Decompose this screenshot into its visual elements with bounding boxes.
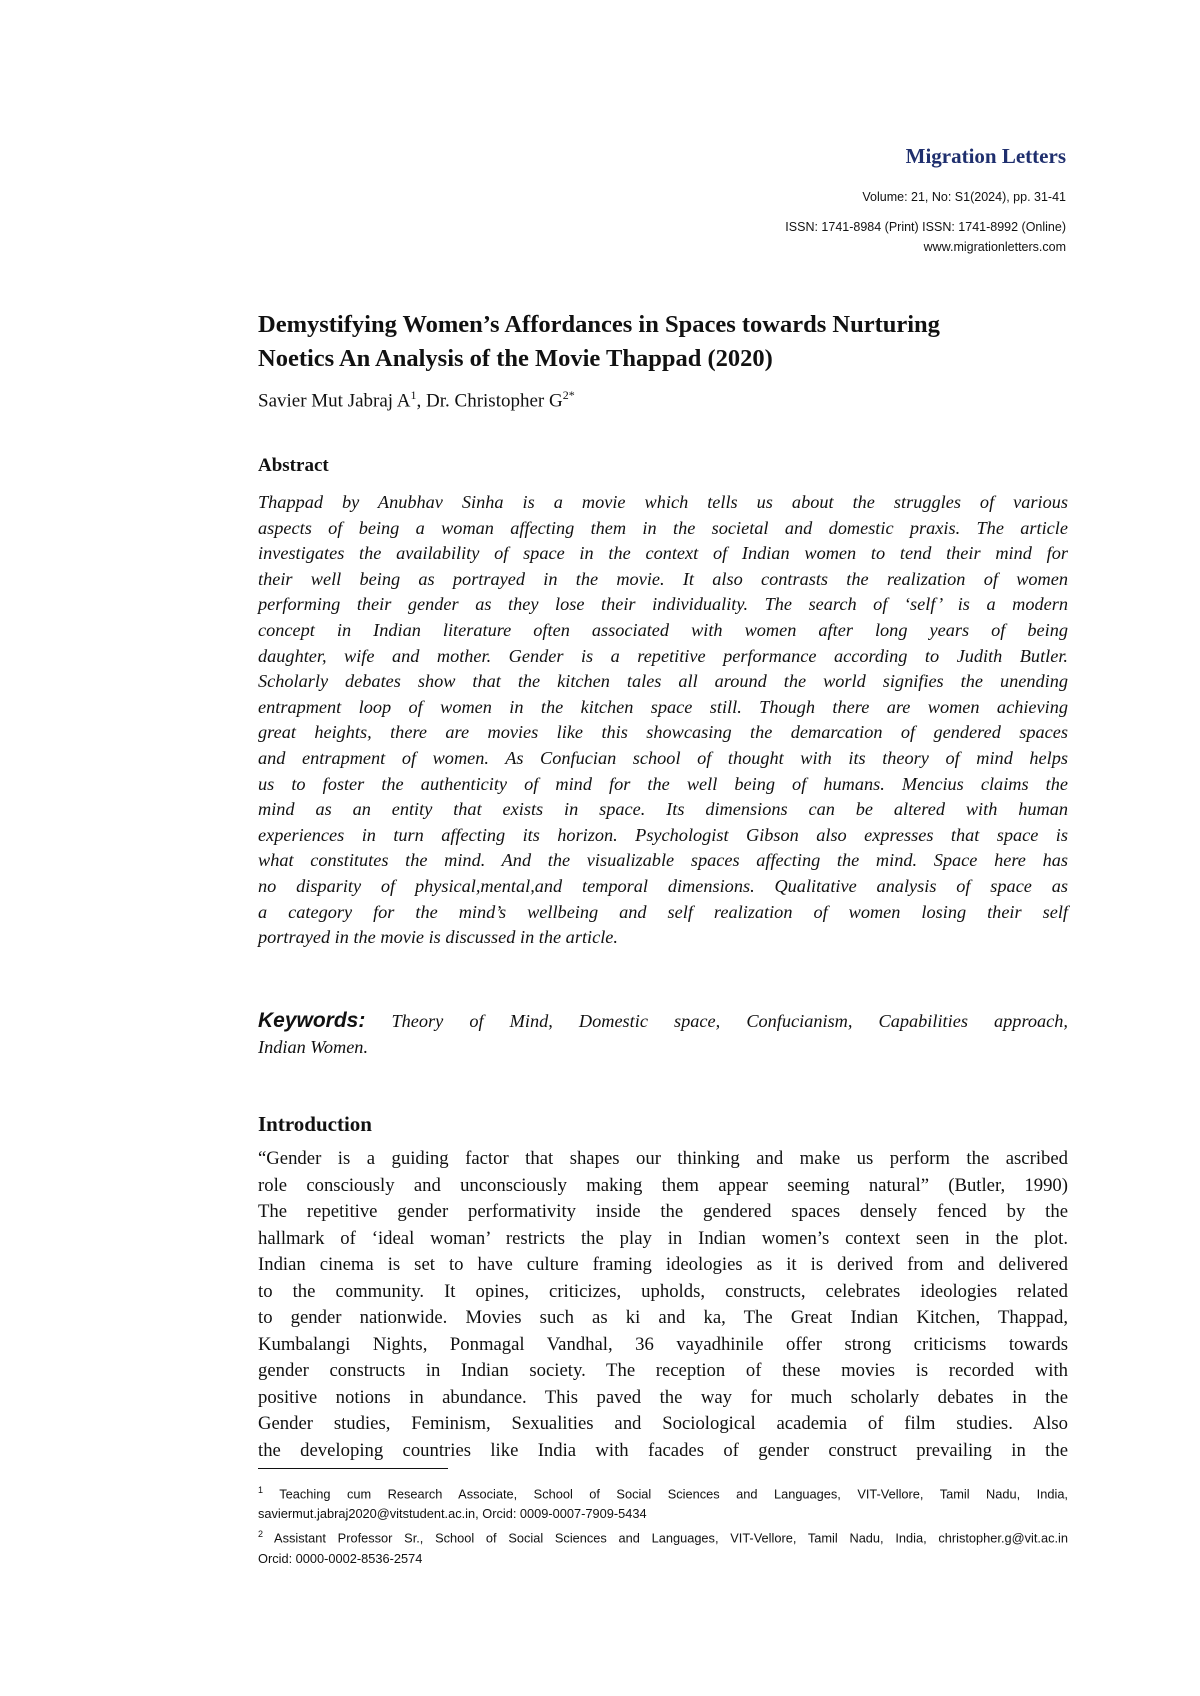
keywords-section xyxy=(258,1008,1068,1060)
intro-line: Gender studies, Feminism, Sexualities and Sociological academia of film studies. Also xyxy=(258,1413,1068,1434)
intro-line: to the community. It opines, criticizes, upholds, constructs, celebrates ideologies related xyxy=(258,1280,1068,1302)
abstract-line: a category for the mind’s wellbeing and self realization of women losing their self xyxy=(258,901,1068,922)
author-separator: , xyxy=(416,390,427,412)
abstract-line: Scholarly debates show that the kitchen tales all around the world signifies the unending xyxy=(258,671,1068,692)
affiliation-mark: 2* xyxy=(562,388,575,402)
abstract-line: concept in Indian literature often associated with women after long years of being xyxy=(258,619,1068,640)
intro-line: role consciously and unconsciously making them appear seeming natural” (Butler, 1990) xyxy=(258,1174,1068,1196)
footnotes xyxy=(258,1480,1068,1569)
journal-website[interactable]: www.migrationletters.com xyxy=(923,240,1066,254)
keywords-text: Theory of Mind, Domestic space, Confucianism, Capabilities approach, xyxy=(391,1011,1068,1031)
abstract-line: us to foster the authenticity of mind for the well being of humans. Mencius claims the xyxy=(258,773,1068,794)
abstract-line: entrapment loop of women in the kitchen space still. Though there are women achieving xyxy=(258,696,1068,717)
abstract-line: daughter, wife and mother. Gender is a repetitive performance according to Judith Butler. xyxy=(258,645,1068,666)
intro-line: “Gender is a guiding factor that shapes our thinking and make us perform the ascribed xyxy=(258,1148,1068,1169)
intro-line: positive notions in abundance. This paved the way for much scholarly debates in the xyxy=(258,1386,1068,1408)
abstract-line: investigates the availability of space in the context of Indian women to tend their mind for xyxy=(258,543,1068,564)
journal-title: Migration Letters xyxy=(905,144,1066,168)
journal-header xyxy=(906,146,1066,167)
abstract-line: and entrapment of women. As Confucian school of thought with its theory of mind helps xyxy=(258,747,1068,768)
keywords-line: Indian Women. xyxy=(258,1037,369,1057)
footnote-line: Orcid: 0000-0002-8536-2574 xyxy=(258,1550,423,1566)
footnote-line xyxy=(258,1524,1068,1548)
abstract-line: performing their gender as they lose their individuality. The search of ‘self’ is a modern xyxy=(258,594,1068,615)
keywords-line xyxy=(258,1008,1068,1034)
author-list xyxy=(258,388,575,412)
abstract-line: portrayed in the movie is discussed in the article. xyxy=(258,927,618,948)
abstract-heading: Abstract xyxy=(258,455,329,476)
title-line: Noetics An Analysis of the Movie Thappad (2020) xyxy=(258,345,773,372)
footnote-line: saviermut.jabraj2020@vitstudent.ac.in, Orcid: 0009-0007-7909-5434 xyxy=(258,1506,647,1522)
keywords-label: Keywords: xyxy=(258,1009,366,1032)
intro-line: hallmark of ‘ideal woman’ restricts the play in Indian women’s context seen in the plot. xyxy=(258,1227,1068,1249)
abstract-line: their well being as portrayed in the movie. It also contrasts the realization of women xyxy=(258,568,1068,589)
volume-info: Volume: 21, No: S1(2024), pp. 31-41 xyxy=(862,190,1066,204)
intro-line: gender constructs in Indian society. The reception of these movies is recorded with xyxy=(258,1360,1068,1381)
intro-line: Indian cinema is set to have culture framing ideologies as it is derived from and delivered xyxy=(258,1254,1068,1275)
introduction-heading: Introduction xyxy=(258,1112,372,1136)
abstract-line: no disparity of physical,mental,and temporal dimensions. Qualitative analysis of space as xyxy=(258,875,1068,896)
abstract-line: Thappad by Anubhav Sinha is a movie which tells us about the struggles of various xyxy=(258,492,1068,512)
footnote-text: Teaching cum Research Associate, School of Social Sciences and Languages, VIT-Vellore, Tamil Nadu, India, xyxy=(279,1486,1068,1502)
intro-line: Kumbalangi Nights, Ponmagal Vandhal, 36 vayadhinile offer strong criticisms towards xyxy=(258,1333,1068,1355)
footnote-text: Assistant Professor Sr., School of Social Sciences and Languages, VIT-Vellore, Tamil Nadu, India, christopher.g@vit.ac.in xyxy=(274,1530,1068,1546)
author-name: Dr. Christopher G xyxy=(426,390,563,412)
footnote-mark: 1 xyxy=(258,1485,264,1495)
footnote-mark: 2 xyxy=(258,1529,264,1540)
footnote-line xyxy=(258,1480,1068,1504)
paper-title xyxy=(258,308,1068,376)
abstract-line: what constitutes the mind. And the visualizable spaces affecting the mind. Space here has xyxy=(258,850,1068,871)
footnote-divider xyxy=(258,1468,448,1469)
abstract-line: great heights, there are movies like this showcasing the demarcation of gendered spaces xyxy=(258,722,1068,743)
author-name: Savier Mut Jabraj A xyxy=(258,390,411,412)
abstract-line: mind as an entity that exists in space. Its dimensions can be altered with human xyxy=(258,799,1068,820)
abstract-body xyxy=(258,490,1068,951)
issn-info: ISSN: 1741-8984 (Print) ISSN: 1741-8992 (Online) xyxy=(785,220,1066,234)
title-line: Demystifying Women’s Affordances in Spaces towards Nurturing xyxy=(258,311,940,338)
affiliation-mark: 1 xyxy=(410,388,417,402)
intro-line: The repetitive gender performativity inside the gendered spaces densely fenced by the xyxy=(258,1201,1068,1222)
intro-line: the developing countries like India with facades of gender construct prevailing in the xyxy=(258,1439,1068,1461)
intro-line: to gender nationwide. Movies such as ki and ka, The Great Indian Kitchen, Thappad, xyxy=(258,1307,1068,1328)
abstract-line: aspects of being a woman affecting them in the societal and domestic praxis. The article xyxy=(258,517,1068,538)
introduction-body xyxy=(258,1146,1068,1464)
abstract-line: experiences in turn affecting its horizon. Psychologist Gibson also expresses that space is xyxy=(258,824,1068,845)
